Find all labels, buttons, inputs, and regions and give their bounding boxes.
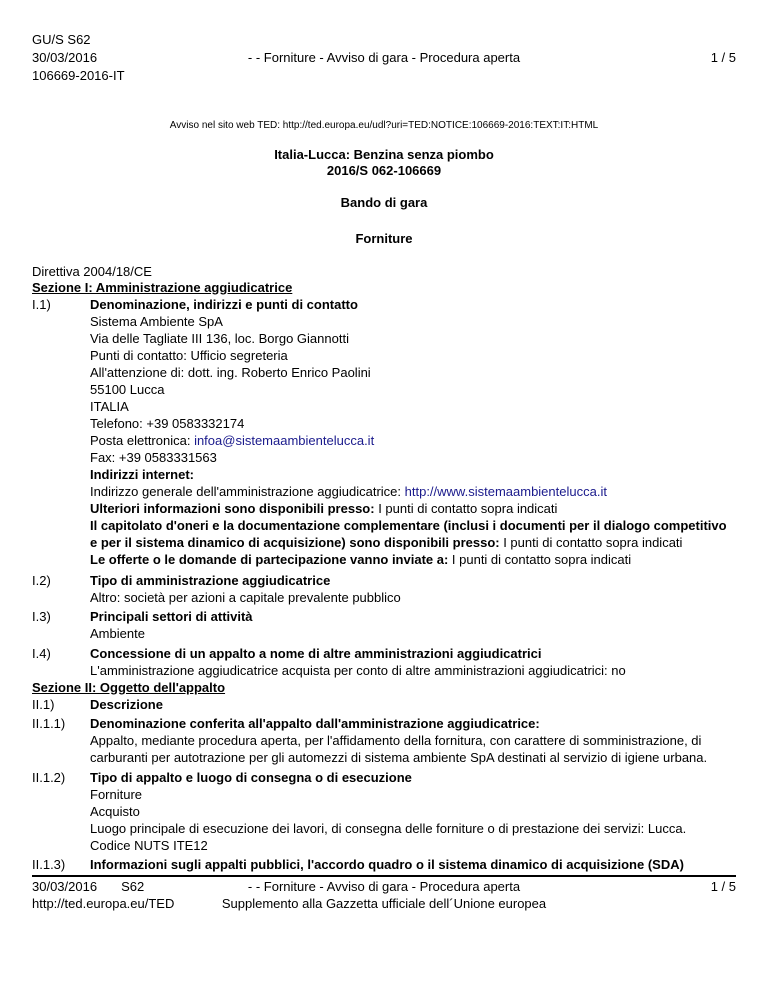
address-line: 55100 Lucca <box>90 382 165 397</box>
offers-line <box>90 552 631 568</box>
section-number: I.3) <box>32 609 51 624</box>
section-heading: Concessione di un appalto a nome di altre amministrazioni aggiudicatrici <box>90 646 542 661</box>
section2-title: Sezione II: Oggetto dell'appalto <box>32 680 226 695</box>
email-link[interactable]: infoa@sistemaambientelucca.it <box>194 433 375 448</box>
section-text: Codice NUTS ITE12 <box>90 838 208 853</box>
section-heading: Informazioni sugli appalti pubblici, l'accordo quadro o il sistema dinamico di acquisizione (SDA) <box>90 857 684 872</box>
more-info-value: I punti di contatto sopra indicati <box>378 501 558 516</box>
notice-category: Forniture <box>355 231 413 246</box>
section-heading: Principali settori di attività <box>90 609 253 624</box>
phone-line: Telefono: +39 0583332174 <box>90 416 245 431</box>
footer-subtitle: Supplemento alla Gazzetta ufficiale dell´Unione europea <box>221 896 547 911</box>
footer-ref: S62 <box>121 879 145 894</box>
address-line: Sistema Ambiente SpA <box>90 314 223 329</box>
header-doc-id: 106669-2016-IT <box>32 68 125 83</box>
section-number: II.1) <box>32 697 55 712</box>
footer-url[interactable]: http://ted.europa.eu/TED <box>32 896 175 911</box>
offers-value: I punti di contatto sopra indicati <box>451 552 632 567</box>
section-text: Forniture <box>90 787 143 802</box>
section-number: II.1.2) <box>32 770 66 785</box>
ted-notice-link[interactable]: Avviso nel sito web TED: http://ted.europa.eu/udl?uri=TED:NOTICE:106669-2016:TEXT:IT:HTML <box>169 120 599 131</box>
docs-label: Il capitolato d'oneri e la documentazione complementare (inclusi i documenti per il dialogo competitivo <box>90 518 727 533</box>
address-line: Via delle Tagliate III 136, loc. Borgo Giannotti <box>90 331 349 346</box>
section-heading: Denominazione, indirizzi e punti di contatto <box>90 297 358 312</box>
internet-label: Indirizzi internet: <box>90 467 194 482</box>
footer-page-number: 1 / 5 <box>710 879 736 894</box>
section-text: Appalto, mediante procedura aperta, per l'affidamento della fornitura, con carattere di somministrazione, di <box>90 733 702 748</box>
section-number: I.1) <box>32 297 51 312</box>
directive: Direttiva 2004/18/CE <box>32 264 152 279</box>
email-label: Posta elettronica: <box>90 433 195 448</box>
section-heading: Denominazione conferita all'appalto dall'amministrazione aggiudicatrice: <box>90 716 540 731</box>
section-number: II.1.1) <box>32 716 66 731</box>
section-heading: Tipo di amministrazione aggiudicatrice <box>90 573 331 588</box>
section-text: carburanti per autotrazione per gli automezzi di sistema ambiente SpA destinati al servizio di igiene urbana. <box>90 750 708 765</box>
section-number: II.1.3) <box>32 857 66 872</box>
section-number: I.4) <box>32 646 51 661</box>
footer-date: 30/03/2016 <box>32 879 98 894</box>
section-text: Altro: società per azioni a capitale prevalente pubblico <box>90 590 401 605</box>
section-text: L'amministrazione aggiudicatrice acquista per conto di altre amministrazioni aggiudicatrici: no <box>90 663 626 678</box>
notice-heading: Italia-Lucca: Benzina senza piombo <box>274 147 494 162</box>
website-link[interactable]: http://www.sistemaambientelucca.it <box>404 484 607 499</box>
docs-label-cont: e per il sistema dinamico di acquisizione) sono disponibili presso: <box>90 535 504 550</box>
docs-line <box>90 535 682 551</box>
header-page-number: 1 / 5 <box>710 50 736 65</box>
section-text: Ambiente <box>90 626 145 641</box>
footer-title: - - Forniture - Avviso di gara - Procedura aperta <box>247 879 521 894</box>
header-date: 30/03/2016 <box>32 50 98 65</box>
section-heading: Descrizione <box>90 697 163 712</box>
docs-value: I punti di contatto sopra indicati <box>503 535 683 550</box>
more-info-line <box>90 501 557 517</box>
notice-type: Bando di gara <box>340 195 428 210</box>
general-address-line <box>90 484 607 500</box>
offers-label: Le offerte o le domande di partecipazione vanno inviate a: <box>90 552 452 567</box>
address-line: ITALIA <box>90 399 129 414</box>
header-doc-ref: GU/S S62 <box>32 32 91 47</box>
header-title: - - Forniture - Avviso di gara - Procedura aperta <box>247 50 521 65</box>
more-info-label: Ulteriori informazioni sono disponibili presso: <box>90 501 379 516</box>
email-line <box>90 433 374 449</box>
address-line: Punti di contatto: Ufficio segreteria <box>90 348 288 363</box>
section-text: Acquisto <box>90 804 140 819</box>
section-number: I.2) <box>32 573 51 588</box>
fax-line: Fax: +39 0583331563 <box>90 450 217 465</box>
section1-title: Sezione I: Amministrazione aggiudicatrice <box>32 280 293 295</box>
section-heading: Tipo di appalto e luogo di consegna o di esecuzione <box>90 770 412 785</box>
footer-divider <box>32 875 736 877</box>
notice-number: 2016/S 062-106669 <box>326 163 442 178</box>
section-text: Luogo principale di esecuzione dei lavori, di consegna delle forniture o di prestazione dei servizi: Lucca. <box>90 821 687 836</box>
general-address-label: Indirizzo generale dell'amministrazione aggiudicatrice: <box>90 484 405 499</box>
address-line: All'attenzione di: dott. ing. Roberto Enrico Paolini <box>90 365 371 380</box>
